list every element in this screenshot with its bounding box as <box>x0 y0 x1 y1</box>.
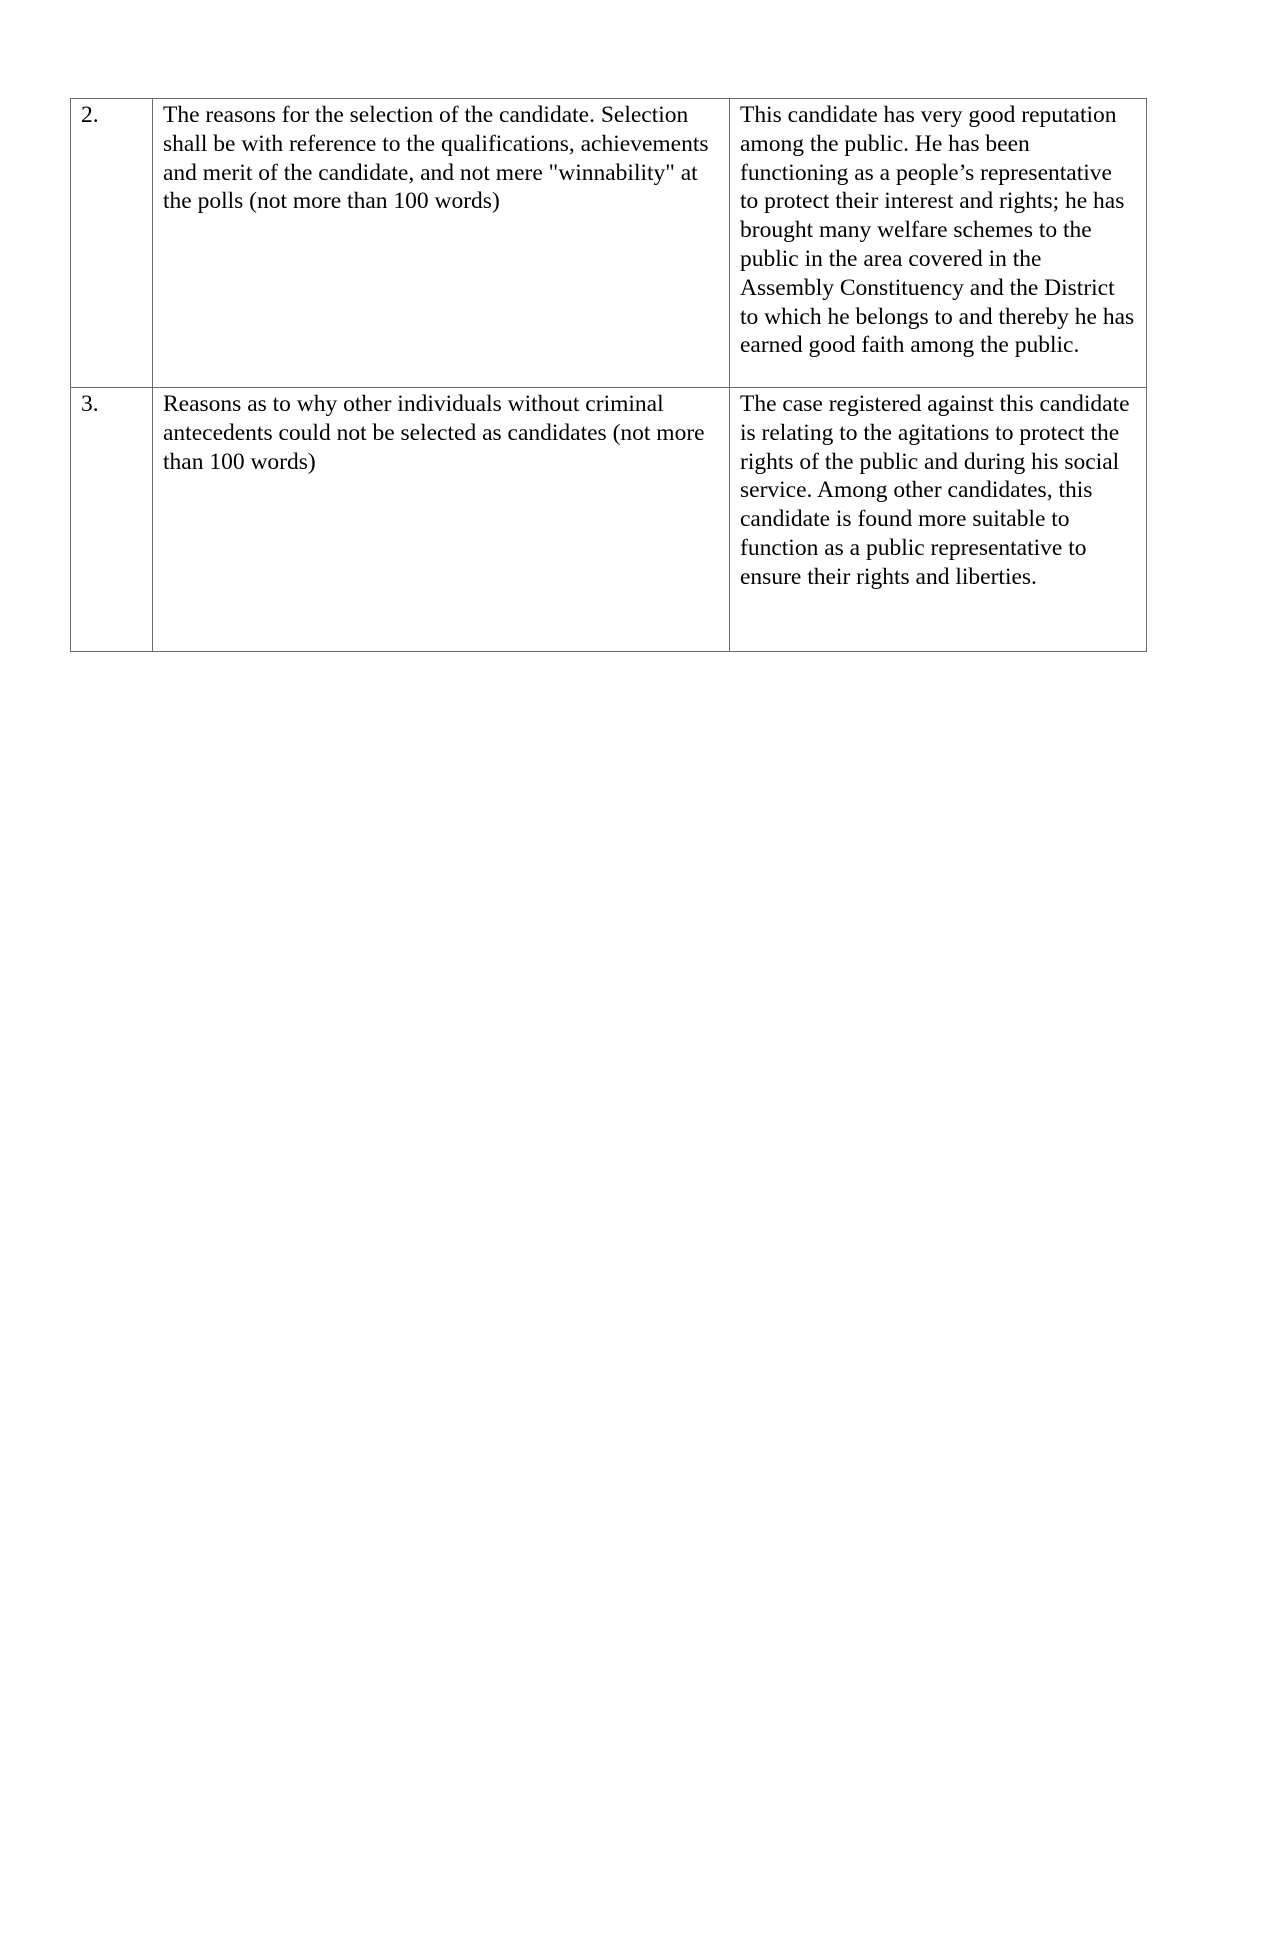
question-cell: Reasons as to why other individuals without criminal antecedents could not be selected as candidates (not more than 100 words) <box>153 388 730 652</box>
table-row <box>71 99 1147 388</box>
candidate-details-table <box>70 98 1147 652</box>
answer-cell: The case registered against this candidate is relating to the agitations to protect the rights of the public and during his social service. Among other candidates, this candidate is found more suitable to function as a public representative to ensure their rights and liberties. <box>730 388 1147 652</box>
answer-cell: This candidate has very good reputation among the public. He has been functioning as a people’s representative to protect their interest and rights; he has brought many welfare schemes to the public in the area covered in the Assembly Constituency and the District to which he belongs to and thereby he has earned good faith among the public. <box>730 99 1147 388</box>
question-cell: The reasons for the selection of the candidate. Selection shall be with reference to the qualifications, achievements and merit of the candidate, and not mere "winnability" at the polls (not more than 100 words) <box>153 99 730 388</box>
row-number-cell: 2. <box>71 99 153 388</box>
table-row <box>71 388 1147 652</box>
row-number-cell: 3. <box>71 388 153 652</box>
